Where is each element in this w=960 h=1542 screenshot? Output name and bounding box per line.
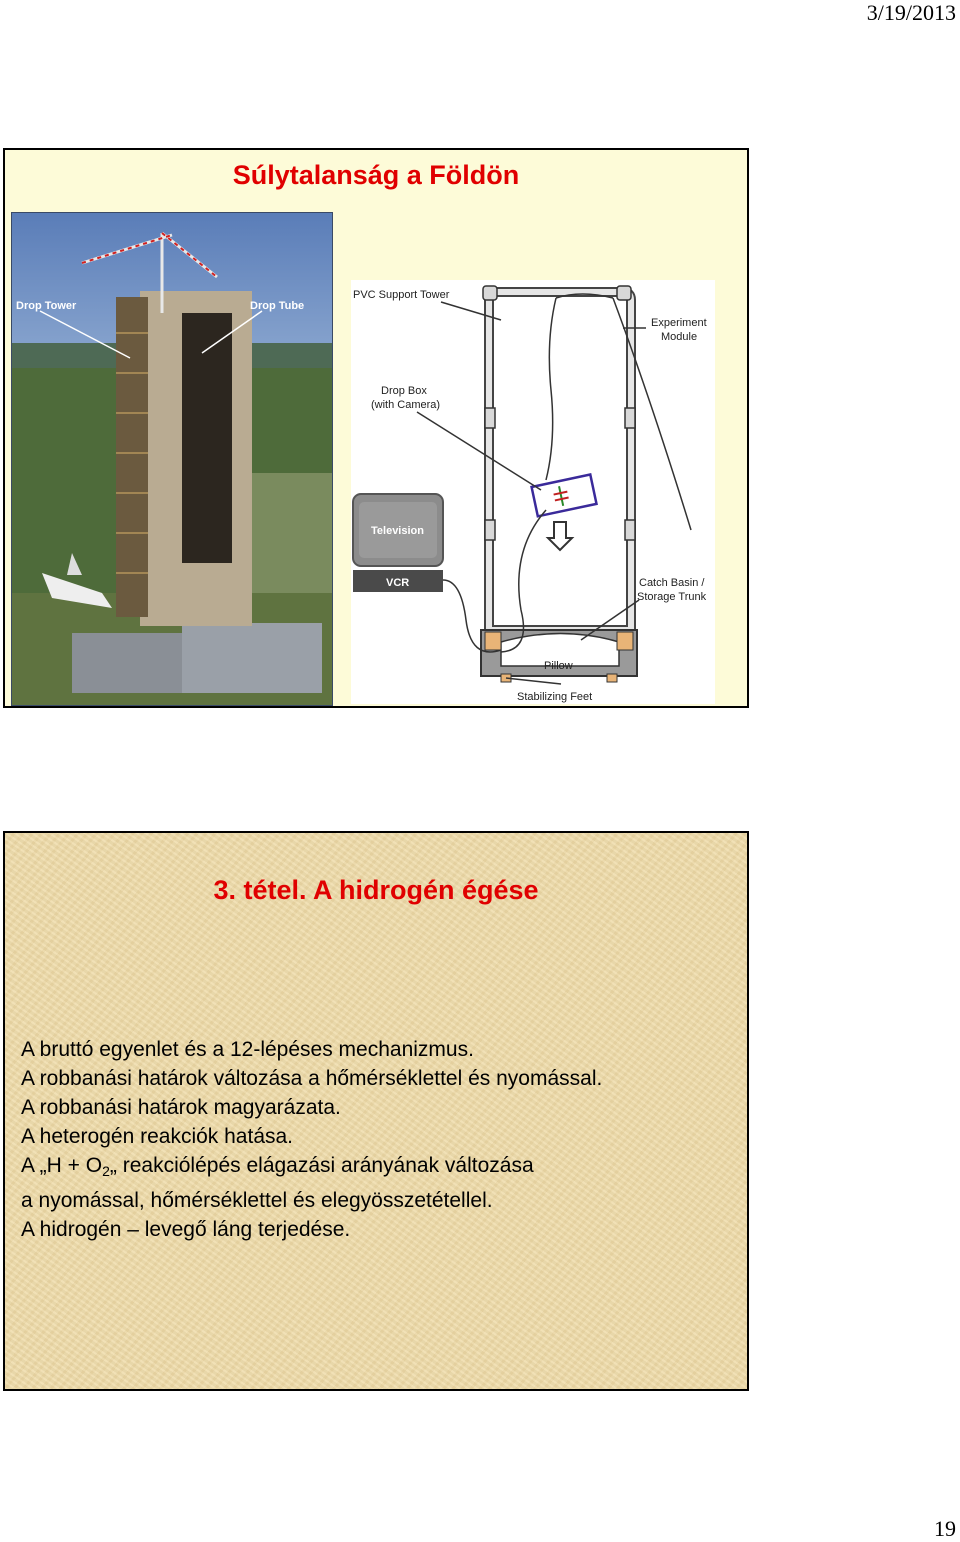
slide-title: 3. tétel. A hidrogén égése	[213, 875, 539, 905]
topic-line: A hidrogén – levegő láng terjedése.	[21, 1218, 351, 1241]
topic-line: A bruttó egyenlet és a 12-lépéses mechanizmus.	[21, 1038, 474, 1061]
vcr-label: VCR	[386, 577, 410, 589]
drop-box-label-2: (with Camera)	[371, 399, 441, 411]
page-number: 19	[934, 1516, 956, 1541]
topic-list	[21, 1035, 741, 1244]
subscript: 2	[102, 1163, 110, 1179]
topic-line: A heterogén reakciók hatása.	[21, 1125, 294, 1148]
drop-tower-label: Drop Tower	[16, 300, 77, 312]
experiment-module-label-2: Module	[661, 331, 698, 343]
header-date: 3/19/2013	[866, 0, 956, 25]
drop-tower-photo	[11, 212, 333, 706]
slide-title: Súlytalanság a Földön	[232, 160, 520, 190]
drop-box-diagram	[351, 280, 715, 704]
drop-tube-label: Drop Tube	[250, 300, 305, 312]
topic-text: „ reakciólépés elágazási arányának változása	[109, 1154, 534, 1177]
topic-text: A „H + O	[21, 1154, 103, 1177]
slide-weightlessness	[3, 148, 749, 708]
slide-hydrogen-combustion	[3, 831, 749, 1391]
pillow-label: Pillow	[544, 660, 573, 672]
catch-basin-label-1: Catch Basin /	[639, 577, 705, 589]
catch-basin-label-2: Storage Trunk	[637, 591, 707, 603]
topic-line: A robbanási határok magyarázata.	[21, 1096, 341, 1119]
topic-line	[21, 1151, 741, 1186]
television-label: Television	[371, 525, 424, 537]
stabilizing-feet-label: Stabilizing Feet	[517, 691, 593, 703]
drop-box-label-1: Drop Box	[381, 385, 427, 397]
topic-line: A robbanási határok változása a hőmérséklettel és nyomással.	[21, 1067, 603, 1090]
pvc-support-tower-label: PVC Support Tower	[353, 289, 450, 301]
experiment-module-label-1: Experiment	[651, 317, 707, 329]
topic-line: a nyomással, hőmérséklettel és elegyösszetétellel.	[21, 1189, 493, 1212]
